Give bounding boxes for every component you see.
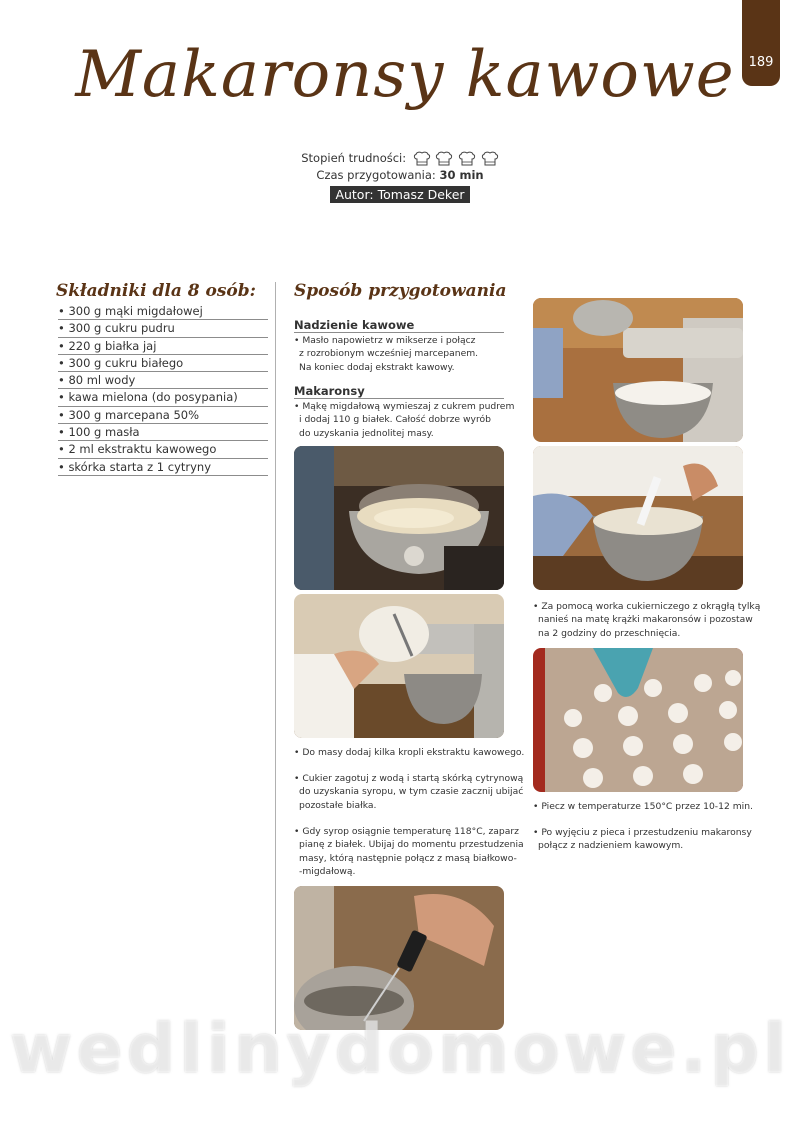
step-line: • Masło napowietrz w mikserze i połącz bbox=[294, 335, 476, 346]
step-line: połącz z nadzieniem kawowym. bbox=[538, 840, 684, 852]
ingredient-item: • kawa mielona (do posypania) bbox=[58, 389, 268, 406]
photo-piping-macarons bbox=[533, 648, 743, 792]
page-number: 189 bbox=[748, 55, 774, 70]
recipe-title: Makaronsy kawowe bbox=[75, 38, 735, 112]
ingredient-item: • 300 g marcepana 50% bbox=[58, 407, 268, 424]
step-line: • Gdy syrop osiągnie temperaturę 118°C, zaparz bbox=[294, 826, 519, 837]
temperature-step bbox=[294, 825, 524, 878]
step-line: na 2 godziny do przeschnięcia. bbox=[538, 627, 681, 639]
photo-pouring-syrup bbox=[533, 298, 743, 442]
chef-hat-icon bbox=[413, 151, 431, 166]
chef-hat-icon bbox=[435, 151, 453, 166]
ingredients-title: Składniki dla 8 osób: bbox=[56, 281, 256, 301]
syrup-step bbox=[294, 772, 523, 812]
ingredients-list bbox=[58, 303, 268, 476]
ingredient-item: • 300 g cukru białego bbox=[58, 355, 268, 372]
ingredient-item: • 100 g masła bbox=[58, 424, 268, 441]
time-row bbox=[260, 167, 540, 184]
step-line: pianę z białek. Ubijaj do momentu przestudzenia bbox=[299, 839, 524, 851]
step-line: nanieś na matę krążki makaronsów i pozostaw bbox=[538, 614, 753, 626]
watermark: wedlinydomowe.pl bbox=[9, 1010, 791, 1089]
step-line: • Po wyjęciu z pieca i przestudzeniu makaronsy bbox=[533, 827, 752, 838]
step-line: • Do masy dodaj kilka kropli ekstraktu kawowego. bbox=[294, 747, 525, 758]
time-value: 30 min bbox=[439, 168, 484, 182]
chef-hat-icon bbox=[481, 151, 499, 166]
method-title: Sposób przygotowania bbox=[294, 281, 507, 301]
ingredient-item: • 300 g mąki migdałowej bbox=[58, 303, 268, 320]
filling-heading: Nadzienie kawowe bbox=[294, 318, 504, 333]
filling-final-step bbox=[533, 826, 752, 853]
macarons-step bbox=[294, 400, 514, 440]
photo-thermometer bbox=[294, 886, 504, 1030]
difficulty-row bbox=[260, 150, 540, 167]
step-line: do uzyskania jednolitej masy. bbox=[299, 427, 434, 439]
photo-mixing-flour bbox=[294, 446, 504, 590]
step-line: • Cukier zagotuj z wodą i startą skórką cytrynową bbox=[294, 773, 524, 784]
step-line: • Piecz w temperaturze 150°C przez 10-12 min. bbox=[533, 801, 753, 812]
piping-step bbox=[533, 600, 760, 640]
extract-step bbox=[294, 746, 524, 759]
chef-hat-icon bbox=[458, 151, 476, 166]
step-line: • Za pomocą worka cukierniczego z okrągłą tylką bbox=[533, 601, 761, 612]
difficulty-label: Stopień trudności: bbox=[301, 151, 407, 165]
difficulty-rating bbox=[412, 150, 499, 167]
ingredient-item: • skórka starta z 1 cytryny bbox=[58, 459, 268, 476]
step-line: do uzyskania syropu, w tym czasie zacznij ubijać bbox=[299, 786, 524, 798]
ingredient-item: • 80 ml wody bbox=[58, 372, 268, 389]
macarons-heading: Makaronsy bbox=[294, 384, 504, 399]
step-line: Na koniec dodaj ekstrakt kawowy. bbox=[299, 361, 455, 373]
step-line: -migdałową. bbox=[299, 865, 356, 877]
photo-folding-batter bbox=[533, 446, 743, 590]
ingredient-item: • 2 ml ekstraktu kawowego bbox=[58, 441, 268, 458]
filling-step bbox=[294, 334, 478, 374]
step-line: z rozrobionym wcześniej marcepanem. bbox=[299, 348, 479, 360]
column-divider bbox=[275, 282, 276, 1034]
author-badge: Autor: Tomasz Deker bbox=[330, 186, 469, 203]
time-label: Czas przygotowania: bbox=[316, 168, 436, 182]
baking-step bbox=[533, 800, 753, 813]
step-line: masy, którą następnie połącz z masą białkowo- bbox=[299, 852, 517, 864]
step-line: • Mąkę migdałową wymieszaj z cukrem pudrem bbox=[294, 401, 515, 412]
recipe-meta bbox=[260, 150, 540, 203]
step-line: i dodaj 110 g białek. Całość dobrze wyrób bbox=[299, 414, 491, 426]
ingredient-item: • 220 g białka jaj bbox=[58, 338, 268, 355]
step-line: pozostałe białka. bbox=[299, 799, 377, 811]
ingredient-item: • 300 g cukru pudru bbox=[58, 320, 268, 337]
photo-adding-whites bbox=[294, 594, 504, 738]
